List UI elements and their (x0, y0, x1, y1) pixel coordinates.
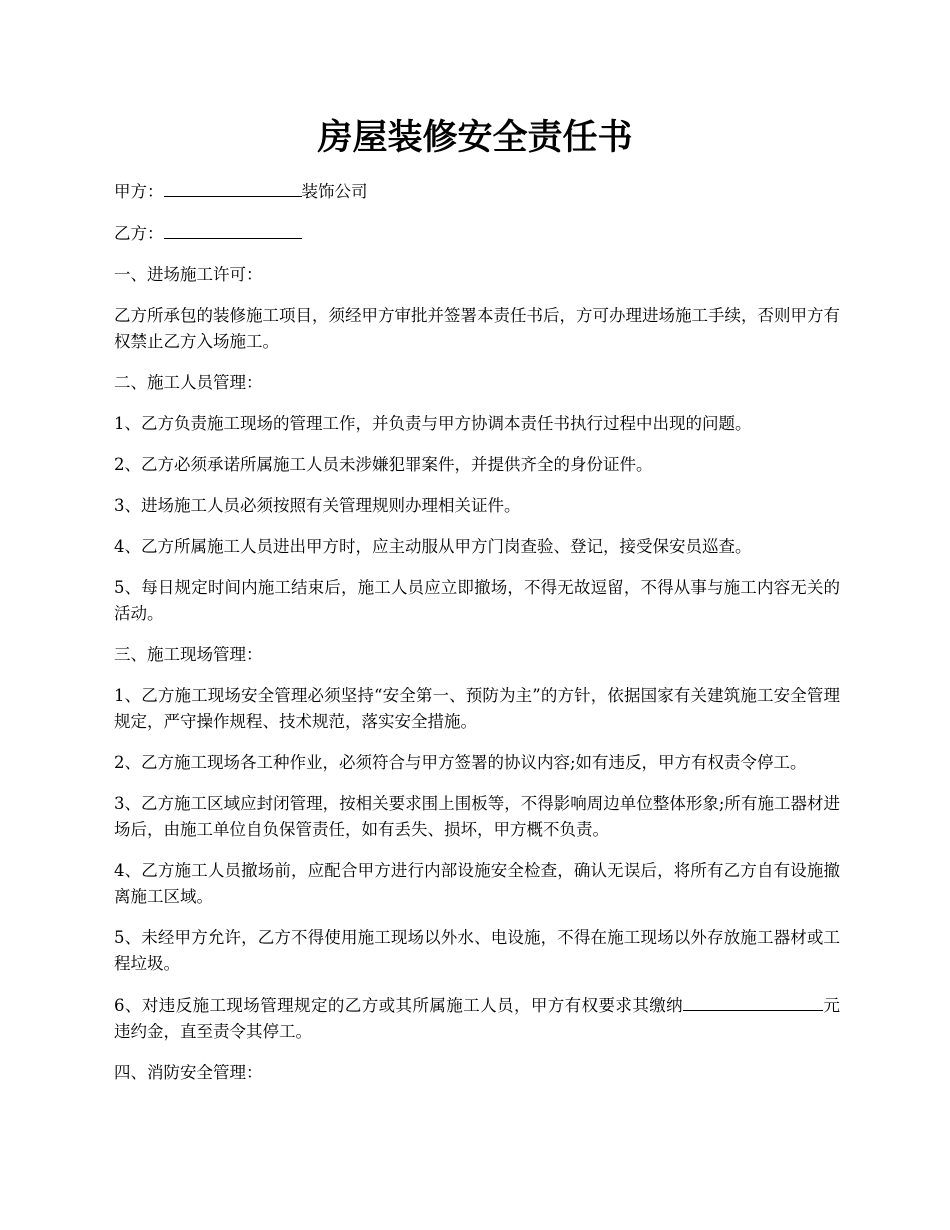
penalty-amount-blank-continued (787, 992, 823, 1011)
section-3-paragraph-2: 2、乙方施工现场各工种作业，必须符合与甲方签署的协议内容;如有违反，甲方有权责令停工。 (114, 753, 807, 772)
party-b-blank (164, 220, 302, 239)
party-a-suffix: 装饰公司 (301, 182, 368, 201)
section-3-heading: 三、施工现场管理： (114, 645, 263, 664)
section-3-paragraph-5: 5、未经甲方允许，乙方不得使用施工现场以外水、电设施，不得在施工现场以外存放施工器材或工程垃圾。 (114, 928, 840, 973)
penalty-amount-blank (683, 992, 787, 1011)
section-2-paragraph-2: 2、乙方必须承诺所属施工人员未涉嫌犯罪案件，并提供齐全的身份证件。 (114, 455, 653, 474)
section-3-paragraph-6 (114, 992, 840, 1045)
party-a-line (114, 178, 840, 205)
section-2-paragraph-1: 1、乙方负责施工现场的管理工作，并负责与甲方协调本责任书执行过程中出现的问题。 (114, 414, 752, 433)
section-1-heading: 一、进场施工许可： (114, 265, 263, 284)
section-3-paragraph-4: 4、乙方施工人员撤场前，应配合甲方进行内部设施安全检查，确认无误后，将所有乙方自有设施撤离施工区域。 (114, 861, 840, 906)
party-b-label: 乙方： (114, 224, 164, 243)
section-4-heading: 四、消防安全管理： (114, 1063, 263, 1082)
section-2-heading: 二、施工人员管理： (114, 373, 263, 392)
document-title: 房屋装修安全责任书 (317, 117, 633, 158)
penalty-text-end: 元违约金，直至责令其停工。 (114, 996, 841, 1041)
document-body (114, 178, 840, 1101)
party-a-blank (164, 178, 302, 197)
section-1-paragraph-1: 乙方所承包的装修施工项目，须经甲方审批并签署本责任书后，方可办理进场施工手续，否则甲方有权禁止乙方入场施工。 (114, 306, 840, 351)
party-a-label: 甲方： (114, 182, 164, 201)
section-2-paragraph-3: 3、进场施工人员必须按照有关管理规则办理相关证件。 (114, 496, 521, 515)
section-3-paragraph-3: 3、乙方施工区域应封闭管理，按相关要求围上围板等，不得影响周边单位整体形象;所有施工器材进场后，由施工单位自负保管责任，如有丢失、损坏，甲方概不负责。 (114, 794, 840, 839)
penalty-text-start: 6、对违反施工现场管理规定的乙方或其所属施工人员，甲方有权要求其缴纳 (114, 996, 684, 1015)
section-2-paragraph-5: 5、每日规定时间内施工结束后，施工人员应立即撤场，不得无故逗留，不得从事与施工内容无关的活动。 (114, 578, 840, 623)
section-2-paragraph-4: 4、乙方所属施工人员进出甲方时，应主动服从甲方门岗查验、登记，接受保安员巡查。 (114, 537, 752, 556)
party-b-line (114, 220, 840, 247)
section-3-paragraph-1: 1、乙方施工现场安全管理必须坚持“安全第一、预防为主”的方针，依据国家有关建筑施工安全管理规定，严守操作规程、技术规范，落实安全措施。 (114, 686, 840, 731)
